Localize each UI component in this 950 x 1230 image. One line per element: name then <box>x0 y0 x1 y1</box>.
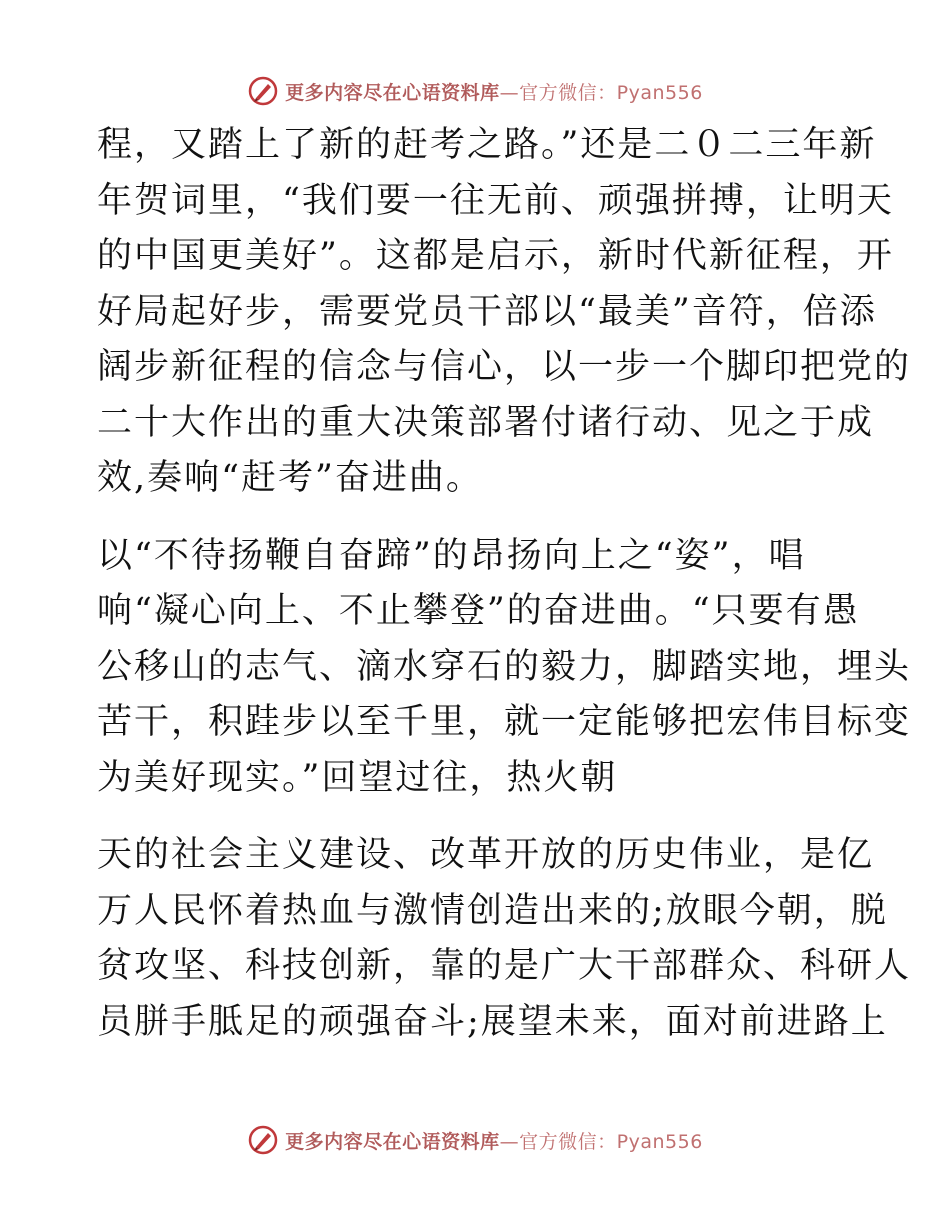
text-line: 贫攻坚、科技创新，靠的是广大干部群众、科研人 <box>97 946 912 986</box>
paragraph-1 <box>97 118 912 507</box>
pen-seal-icon <box>247 75 279 107</box>
document-body <box>97 118 912 1050</box>
text-line: 员胼手胝足的顽强奋斗;展望未来，面对前进路上 <box>97 1001 888 1042</box>
paragraph-3 <box>97 828 912 1050</box>
text-line: 效,奏响“赶考”奋进曲。 <box>97 458 483 498</box>
watermark-text: 更多内容尽在心语资料库—官方微信：Pyan556 <box>285 81 703 104</box>
text-line: 天的社会主义建设、改革开放的历史伟业，是亿 <box>97 835 875 875</box>
pen-seal-icon <box>247 1124 279 1156</box>
text-line: 二十大作出的重大决策部署付诸行动、见之于成 <box>97 402 875 443</box>
text-line: 响“凝心向上、不止攀登”的奋进曲。“只要有愚 <box>97 591 860 631</box>
text-line: 为美好现实。”回望过往，热火朝 <box>97 757 618 798</box>
text-line: 年贺词里，“我们要一往无前、顽强拼搏，让明天 <box>97 180 894 221</box>
text-line: 的中国更美好”。这都是启示，新时代新征程，开 <box>97 236 894 276</box>
paragraph-2 <box>97 529 912 807</box>
text-line: 程，又踏上了新的赶考之路。”还是二０二三年新 <box>97 125 877 165</box>
text-line: 万人民怀着热血与激情创造出来的;放眼今朝，脱 <box>97 890 888 931</box>
watermark-text: 更多内容尽在心语资料库—官方微信：Pyan556 <box>285 1130 703 1153</box>
watermark-footer <box>0 1120 950 1160</box>
watermark-header <box>0 71 950 111</box>
text-line: 公移山的志气、滴水穿石的毅力，脚踏实地，埋头 <box>97 646 912 687</box>
text-line: 苦干，积跬步以至千里，就一定能够把宏伟目标变 <box>97 702 912 742</box>
text-line: 以“不待扬鞭自奋蹄”的昂扬向上之“姿”，唱 <box>97 535 806 576</box>
text-line: 阔步新征程的信念与信心，以一步一个脚印把党的 <box>97 347 912 387</box>
text-line: 好局起好步，需要党员干部以“最美”音符，倍添 <box>97 291 877 332</box>
